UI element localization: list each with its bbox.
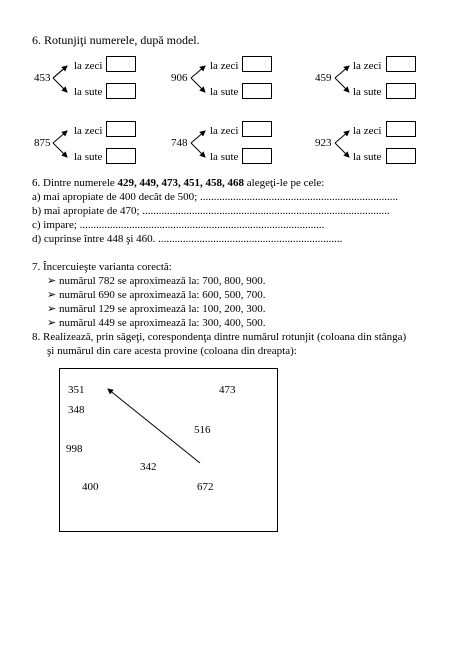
option-text: numărul 690 se aproximează la: 600, 500, 700. [58, 289, 266, 301]
matching-box [59, 368, 278, 532]
answer-box-sute[interactable] [106, 83, 136, 99]
option-text: numărul 129 se aproximează la: 100, 200, 300. [58, 303, 266, 315]
exercise-6b-intro [32, 177, 324, 189]
bullet-arrow-icon: ➢ [47, 289, 57, 301]
intro-text-end: alegeţi-le pe cele: [244, 177, 325, 189]
bullet-arrow-icon: ➢ [47, 275, 57, 287]
label-sute: la sute [210, 86, 239, 98]
answer-box-zeci[interactable] [386, 121, 416, 137]
intro-numbers: 429, 449, 473, 451, 458, 468 [117, 177, 245, 189]
exercise-8-line1: 8. Realizează, prin săgeţi, corespondenţa dintre numărul rotunjit (coloana din stânga) [32, 331, 407, 343]
number-748: 748 [171, 137, 188, 149]
item-b: b) mai apropiate de 470; .......................................................................................... [32, 205, 390, 217]
number-342: 342 [140, 461, 157, 473]
answer-box-sute[interactable] [106, 148, 136, 164]
answer-box-zeci[interactable] [106, 56, 136, 72]
label-zeci: la zeci [353, 60, 382, 72]
option-4 [47, 316, 265, 329]
label-zeci: la zeci [74, 60, 103, 72]
bullet-arrow-icon: ➢ [47, 303, 57, 315]
label-sute: la sute [210, 151, 239, 163]
label-sute: la sute [74, 86, 103, 98]
label-zeci: la zeci [210, 125, 239, 137]
answer-box-sute[interactable] [386, 83, 416, 99]
number-516: 516 [194, 424, 211, 436]
item-d: d) cuprinse între 448 şi 460. ................................................................... [32, 233, 343, 245]
answer-box-zeci[interactable] [386, 56, 416, 72]
number-459: 459 [315, 72, 332, 84]
number-348: 348 [68, 404, 85, 416]
label-zeci: la zeci [210, 60, 239, 72]
option-text: numărul 449 se aproximează la: 300, 400, 500. [58, 317, 266, 329]
number-473: 473 [219, 384, 236, 396]
option-3 [47, 302, 265, 315]
bullet-arrow-icon: ➢ [47, 317, 57, 329]
item-c: c) impare; ......................................................................................... [32, 219, 325, 231]
answer-box-zeci[interactable] [106, 121, 136, 137]
option-text: numărul 782 se aproximează la: 700, 800, 900. [58, 275, 266, 287]
number-351: 351 [68, 384, 85, 396]
number-672: 672 [197, 481, 214, 493]
option-1 [47, 274, 265, 287]
label-sute: la sute [353, 151, 382, 163]
exercise-6-title: 6. Rotunjiţi numerele, după model. [32, 33, 200, 47]
label-zeci: la zeci [353, 125, 382, 137]
answer-box-sute[interactable] [242, 148, 272, 164]
item-a: a) mai apropiate de 400 decât de 500; ........................................................................ [32, 191, 398, 203]
number-998: 998 [66, 443, 83, 455]
exercise-7-title: 7. Încercuieşte varianta corectă: [32, 261, 172, 273]
label-sute: la sute [74, 151, 103, 163]
label-sute: la sute [353, 86, 382, 98]
intro-text: 6. Dintre numerele [32, 177, 118, 189]
number-906: 906 [171, 72, 188, 84]
answer-box-sute[interactable] [386, 148, 416, 164]
exercise-8-line2: şi numărul din care acesta provine (coloana din dreapta): [47, 345, 297, 357]
answer-box-sute[interactable] [242, 83, 272, 99]
answer-box-zeci[interactable] [242, 121, 272, 137]
answer-box-zeci[interactable] [242, 56, 272, 72]
number-875: 875 [34, 137, 51, 149]
number-453: 453 [34, 72, 51, 84]
number-923: 923 [315, 137, 332, 149]
label-zeci: la zeci [74, 125, 103, 137]
number-400: 400 [82, 481, 99, 493]
option-2 [47, 288, 265, 301]
